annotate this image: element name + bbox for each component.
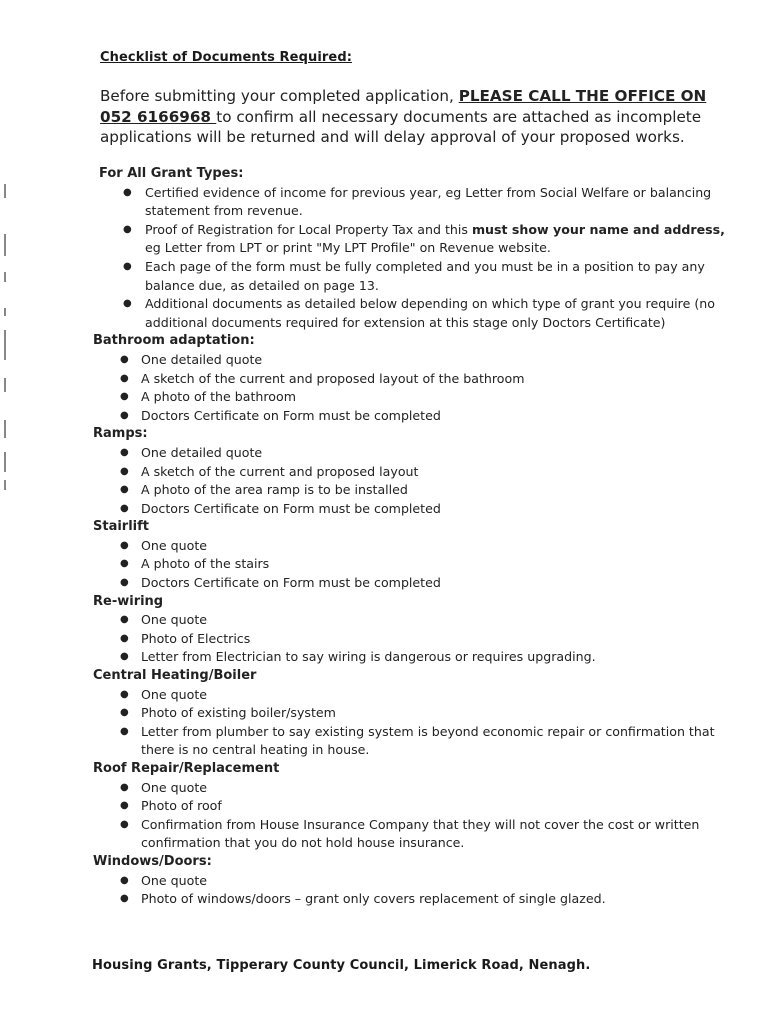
item-text: A photo of the stairs [141, 556, 270, 572]
list-item [93, 388, 733, 407]
item-text: Proof of Registration for Local Property Tax and this [145, 221, 472, 237]
bullet-icon: ● [120, 484, 129, 496]
bullet-icon: ● [120, 725, 129, 737]
item-text: One quote [141, 779, 208, 795]
list-item [93, 537, 733, 556]
intro-before: Before submitting your completed application, [100, 87, 459, 105]
item-text: Doctors Certificate on Form must be completed [141, 407, 441, 423]
bullet-icon: ● [123, 260, 132, 272]
bullet-icon: ● [120, 372, 129, 384]
item-text: One quote [141, 612, 208, 628]
section-title: Stairlift [93, 519, 149, 535]
item-text: Letter from Electrician to say wiring is dangerous or requires upgrading. [141, 649, 596, 665]
item-text: Photo of Electrics [141, 630, 251, 646]
item-text: Photo of windows/doors – grant only covers replacement of single glazed. [141, 891, 606, 907]
section-bathroom-adaptation [93, 332, 733, 425]
bullet-icon: ● [120, 558, 129, 570]
list-item [93, 258, 733, 295]
item-list [93, 872, 733, 909]
bullet-icon: ● [120, 651, 129, 663]
bullet-icon: ● [120, 577, 129, 589]
margin-scan-marks [4, 180, 8, 500]
section-title: Windows/Doors: [93, 853, 212, 869]
bullet-icon: ● [120, 539, 129, 551]
item-text: Each page of the form must be fully completed and you must be in a position to pay any balance due, as detailed on page 13. [145, 258, 705, 293]
item-text: Photo of existing boiler/system [141, 705, 336, 721]
section-title: Re-wiring [93, 593, 164, 609]
bullet-icon: ● [120, 632, 129, 644]
checklist-sections [93, 165, 733, 909]
bullet-icon: ● [120, 893, 129, 905]
bullet-icon: ● [120, 800, 129, 812]
list-item [93, 463, 733, 482]
bullet-icon: ● [120, 391, 129, 403]
item-text: One quote [141, 872, 208, 888]
list-item [93, 723, 733, 760]
bullet-icon: ● [120, 409, 129, 421]
list-item [93, 611, 733, 630]
bullet-icon: ● [123, 186, 132, 198]
section-title: Roof Repair/Replacement [93, 761, 280, 776]
item-text: Photo of roof [141, 798, 222, 814]
item-text: Doctors Certificate on Form must be completed [141, 500, 441, 516]
section-windows-doors [93, 853, 733, 909]
bullet-icon: ● [120, 707, 129, 719]
list-item [93, 872, 733, 891]
list-item [93, 555, 733, 574]
item-text-bold: must show your name and address, [471, 221, 725, 237]
item-list [93, 779, 733, 853]
list-item [93, 574, 733, 593]
item-text: Additional documents as detailed below depending on which type of grant you require (no additional documents required for extension at this stage only Doctors Certificate) [145, 296, 715, 330]
bullet-icon: ● [123, 223, 132, 235]
item-text: Letter from plumber to say existing system is beyond economic repair or confirmation that there is no central heating in house. [141, 723, 715, 758]
bullet-icon: ● [120, 688, 129, 700]
bullet-icon: ● [120, 781, 129, 793]
bullet-icon: ● [123, 298, 132, 310]
page-title: Checklist of Documents Required: [100, 50, 353, 65]
item-list [93, 351, 733, 425]
bullet-icon: ● [120, 614, 129, 626]
item-text: A photo of the area ramp is to be installed [141, 482, 408, 498]
section-central-heating-boiler [93, 667, 733, 760]
item-text: Certified evidence of income for previous year, eg Letter from Social Welfare or balancing statement from revenue. [145, 184, 712, 219]
item-list [93, 537, 733, 593]
section-re-wiring [93, 593, 733, 667]
item-text: Doctors Certificate on Form must be completed [141, 575, 441, 591]
item-list [93, 184, 733, 333]
item-text: A photo of the bathroom [141, 389, 296, 405]
bullet-icon: ● [120, 465, 129, 477]
intro-phone-emphasis: PLEASE CALL THE OFFICE ON 052 6166968 [100, 87, 707, 126]
list-item [93, 816, 733, 853]
item-text: eg Letter from LPT or print "My LPT Profile" on Revenue website. [145, 240, 551, 256]
section-ramps [93, 425, 733, 518]
list-item [93, 351, 733, 370]
bullet-icon: ● [120, 874, 129, 886]
list-item [93, 686, 733, 705]
item-list [93, 444, 733, 518]
bullet-icon: ● [120, 353, 129, 365]
item-list [93, 686, 733, 760]
list-item [93, 407, 733, 426]
footer-address: Housing Grants, Tipperary County Council, Limerick Road, Nenagh. [92, 958, 591, 973]
bullet-icon: ● [120, 818, 129, 830]
section-title: Bathroom adaptation: [93, 333, 255, 349]
list-item [93, 370, 733, 389]
list-item [93, 221, 733, 258]
item-text: One quote [141, 537, 208, 553]
list-item [93, 704, 733, 723]
section-title: Central Heating/Boiler [93, 668, 257, 684]
item-text: A sketch of the current and proposed layout of the bathroom [141, 370, 525, 386]
item-text: Confirmation from House Insurance Company that they will not cover the cost or written confirmation that you do not hold house insurance. [141, 816, 700, 851]
intro-paragraph [100, 86, 730, 148]
bullet-icon: ● [120, 446, 129, 458]
list-item [93, 184, 733, 221]
list-item [93, 295, 733, 332]
item-text: A sketch of the current and proposed layout [141, 463, 419, 479]
section-roof-repair-replacement [93, 760, 733, 853]
intro-after: to confirm all necessary documents are attached as incomplete applications will be returned and will delay approval of your proposed works. [100, 107, 702, 146]
section-title: For All Grant Types: [99, 166, 244, 181]
list-item [93, 797, 733, 816]
list-item [93, 648, 733, 667]
item-list [93, 611, 733, 667]
bullet-icon: ● [120, 502, 129, 514]
item-text: One quote [141, 686, 208, 702]
section-stairlift [93, 518, 733, 592]
section-all-grant-types [93, 165, 733, 332]
item-text: One detailed quote [141, 351, 263, 367]
list-item [93, 779, 733, 798]
list-item [93, 444, 733, 463]
list-item [93, 500, 733, 519]
section-title: Ramps: [93, 426, 148, 442]
list-item [93, 890, 733, 909]
list-item [93, 481, 733, 500]
list-item [93, 630, 733, 649]
item-text: One detailed quote [141, 444, 263, 460]
